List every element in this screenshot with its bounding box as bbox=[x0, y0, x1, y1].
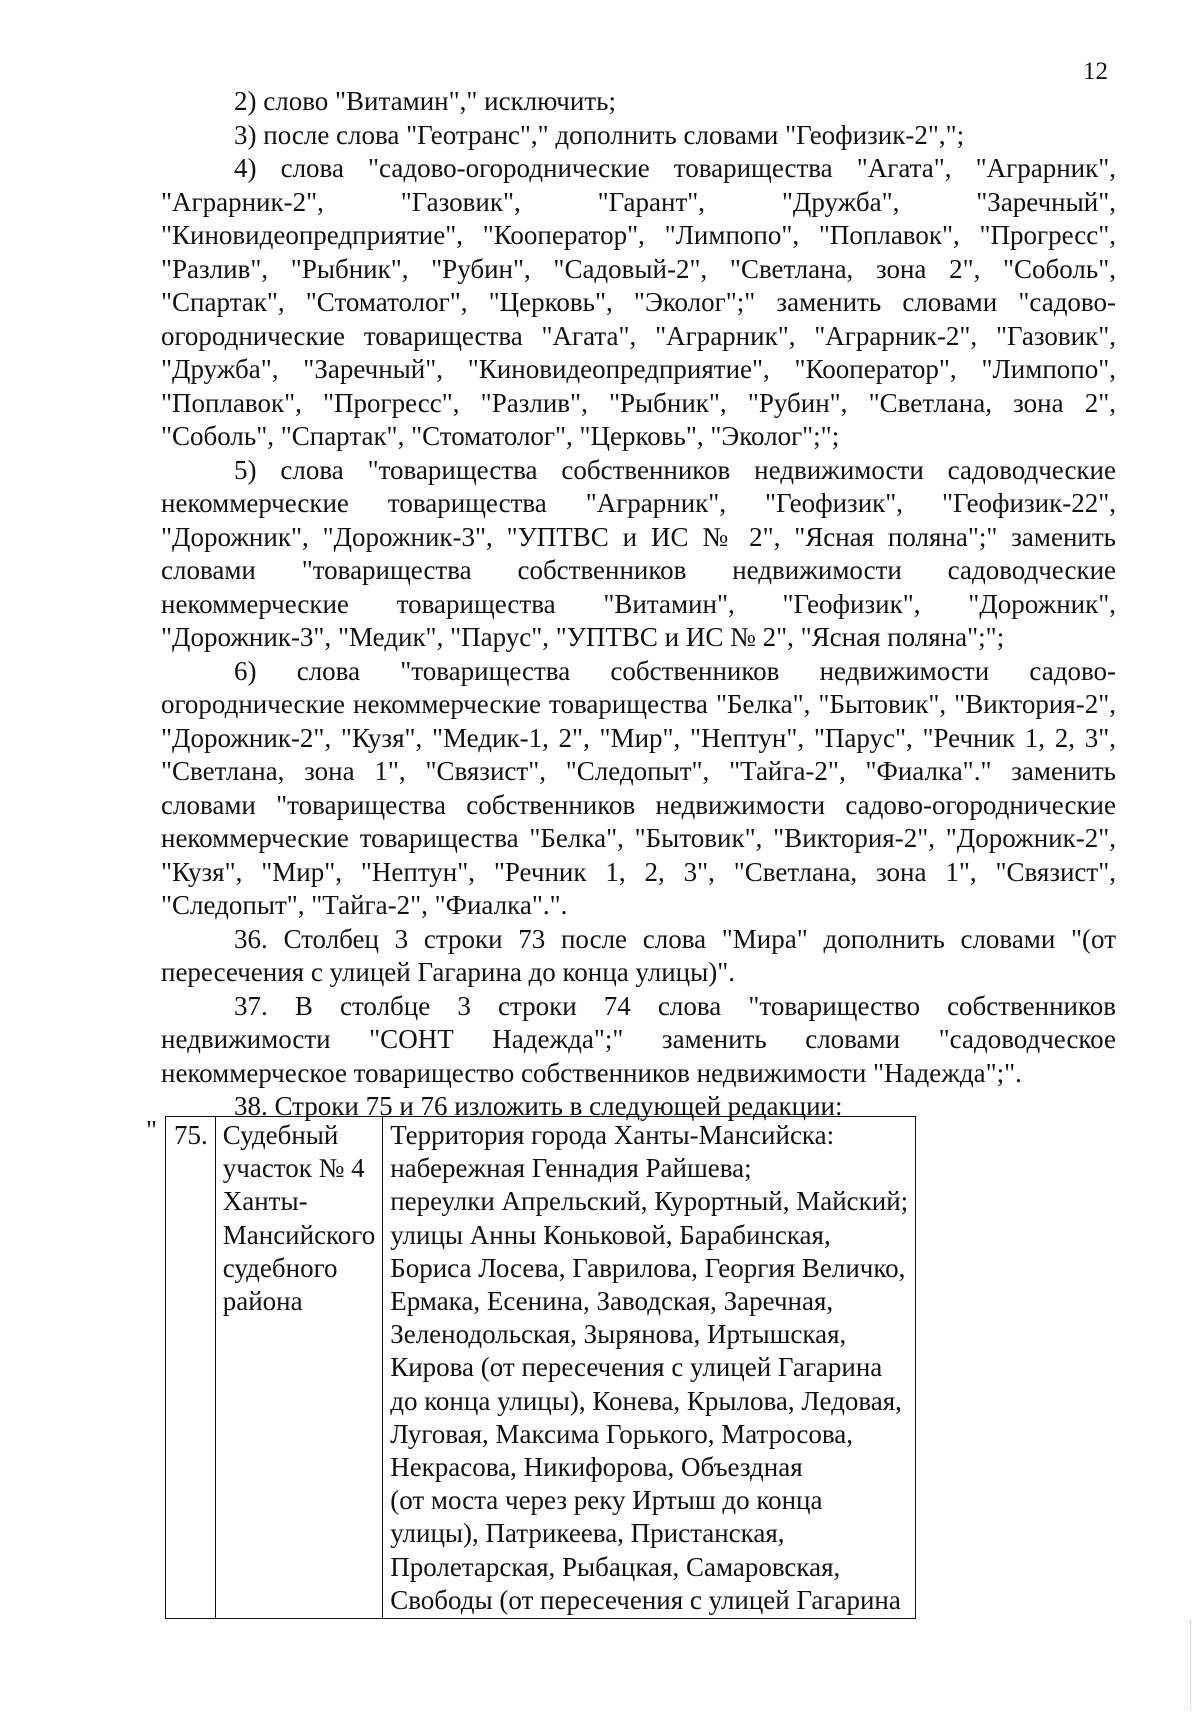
territory-line: Зеленодольская, Зырянова, Иртышская, bbox=[390, 1319, 847, 1350]
territory-line: Бориса Лосева, Гаврилова, Георгия Величко, bbox=[390, 1252, 906, 1283]
paragraph-38: 38. Строки 75 и 76 изложить в следующей редакции: bbox=[234, 1091, 843, 1121]
territory-line: (от моста через реку Иртыш до конца bbox=[390, 1485, 823, 1516]
court-districts-table bbox=[165, 1116, 916, 1619]
paragraph-item-3: 3) после слова "Геотранс"," дополнить словами "Геофизик-2","; bbox=[234, 119, 965, 150]
territory-line: набережная Геннадия Райшева; bbox=[390, 1153, 752, 1184]
paragraph-item-4: 4) слова "садово-огороднические товарищества "Агата", "Аграрник", "Аграрник-2", "Газовик", "Гарант", "Дружба", "Заречный", "Киновидеопредприятие", "Кооператор", "Лимпопо", "Поплавок", "Прогресс", "Разлив", "Рыбник", "Рубин", "Садовый-2", "Светлана, зона 2", "Соболь", "Спартак", "Стоматолог", "Церковь", "Эколог";" заменить словами "садово-огороднические товарищества "Агата", "Аграрник", "Аграрник-2", "Газовик", "Дружба", "Заречный", "Киновидеопредприятие", "Кооператор", "Лимпопо", "Поплавок", "Прогресс", "Разлив", "Рыбник", "Рубин", "Светлана, зона 2", "Соболь", "Спартак", "Стоматолог", "Церковь", "Эколог";"; bbox=[161, 153, 1116, 451]
territory-line: Кирова (от пересечения с улицей Гагарина bbox=[390, 1352, 883, 1383]
territory-cell bbox=[383, 1117, 916, 1619]
territory-line: Ермака, Есенина, Заводская, Заречная, bbox=[390, 1286, 834, 1317]
scan-edge-marks bbox=[1190, 1620, 1193, 1710]
paragraph-item-5: 5) слова "товарищества собственников недвижимости садоводческие некоммерческие товарищества "Аграрник", "Геофизик", "Геофизик-22", "Дорожник", "Дорожник-3", "УПТВС и ИС № 2", "Ясная поляна";" заменить словами "товарищества собственников недвижимости садоводческие некоммерческие товарищества "Витамин", "Геофизик", "Дорожник", "Дорожник-3", "Медик", "Парус", "УПТВС и ИС № 2", "Ясная поляна";"; bbox=[161, 454, 1116, 652]
paragraph-37: 37. В столбце 3 строки 74 слова "товарищество собственников недвижимости "СОНТ Надежда";" заменить словами "садоводческое некоммерческое товарищество собственников недвижимости "Надежда";". bbox=[161, 990, 1116, 1088]
territory-line: улицы Анны Коньковой, Барабинская, bbox=[390, 1219, 831, 1250]
paragraph-36: 36. Столбец 3 строки 73 после слова "Мира" дополнить словами "(от пересечения с улицей Гагарина до конца улицы)". bbox=[161, 923, 1116, 987]
territory-line: Некрасова, Никифорова, Объездная bbox=[390, 1452, 803, 1483]
row-number-cell: 75. bbox=[166, 1117, 216, 1619]
table-row bbox=[166, 1117, 916, 1619]
territory-line: Свободы (от пересечения с улицей Гагарина bbox=[390, 1584, 901, 1615]
opening-quote: " bbox=[146, 1115, 158, 1145]
document-body bbox=[161, 85, 1116, 1124]
territory-line: переулки Апрельский, Курортный, Майский; bbox=[390, 1186, 909, 1217]
court-district-cell: Судебный участок № 4 Ханты-Мансийского судебного района bbox=[215, 1117, 382, 1619]
territory-line: Территория города Ханты-Мансийска: bbox=[390, 1120, 835, 1150]
territory-line: Пролетарская, Рыбацкая, Самаровская, bbox=[390, 1551, 841, 1582]
territory-line: Луговая, Максима Горького, Матросова, bbox=[390, 1418, 853, 1449]
page-number: 12 bbox=[1083, 58, 1108, 85]
paragraph-item-2: 2) слово "Витамин"," исключить; bbox=[234, 86, 616, 116]
territory-line: улицы), Патрикеева, Пристанская, bbox=[390, 1518, 785, 1549]
territory-line: до конца улицы), Конева, Крылова, Ледовая, bbox=[390, 1385, 902, 1416]
paragraph-item-6: 6) слова "товарищества собственников недвижимости садово-огороднические некоммерческие товарищества "Белка", "Бытовик", "Виктория-2", "Дорожник-2", "Кузя", "Медик-1, 2", "Мир", "Нептун", "Парус", "Речник 1, 2, 3", "Светлана, зона 1", "Связист", "Следопыт", "Тайга-2", "Фиалка"." заменить словами "товарищества собственников недвижимости садово-огороднические некоммерческие товарищества "Белка", "Бытовик", "Виктория-2", "Дорожник-2", "Кузя", "Мир", "Нептун", "Речник 1, 2, 3", "Светлана, зона 1", "Связист", "Следопыт", "Тайга-2", "Фиалка".". bbox=[161, 655, 1116, 920]
